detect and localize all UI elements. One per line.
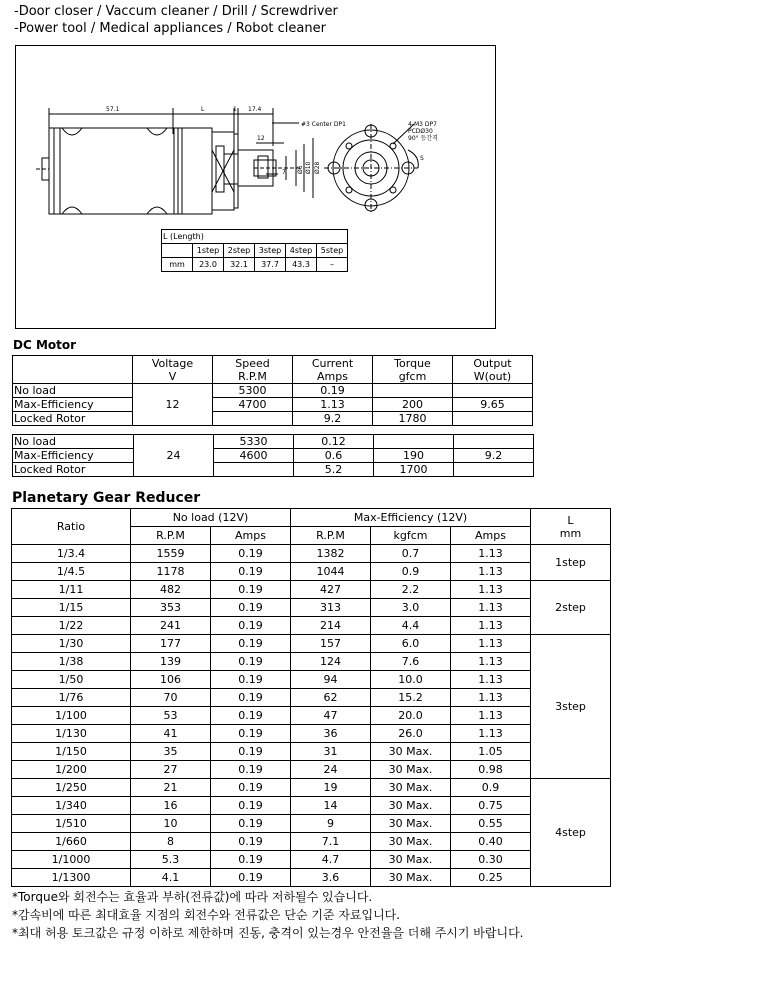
table-row [12,581,611,599]
gear-value-cell: 0.19 [211,833,291,851]
gear-value-cell: 1559 [131,545,211,563]
note-2: *감속비에 따른 최대효율 지점의 회전수와 전류값은 단순 기준 자료입니다. [12,908,401,922]
gear-value-cell: 313 [291,599,371,617]
gear-value-cell: 15.2 [371,689,451,707]
dim-174-label: 17.4 [248,106,262,113]
step-cell: 2step [531,581,611,635]
gear-value-cell: 0.19 [211,815,291,833]
gear-value-cell: 30 Max. [371,779,451,797]
gear-value-cell: 16 [131,797,211,815]
gear-subheader: kgfcm [371,527,451,545]
gear-value-cell: 157 [291,635,371,653]
gear-value-cell: 47 [291,707,371,725]
table-row [12,761,611,779]
gear-value-cell: 1.13 [451,671,531,689]
gear-value-cell: 0.19 [211,635,291,653]
gear-value-cell: 427 [291,581,371,599]
gear-value-cell: 0.7 [371,545,451,563]
dc-speed-cell: 5330 [214,435,294,449]
gear-value-cell: 177 [131,635,211,653]
ratio-cell: 1/11 [12,581,131,599]
gear-value-cell: 21 [131,779,211,797]
gear-value-cell: 8 [131,833,211,851]
dc-row-label: No load [13,384,133,398]
gear-value-cell: 30 Max. [371,833,451,851]
gear-value-cell: 1.13 [451,581,531,599]
gear-value-cell: 0.25 [451,869,531,887]
length-cell: mm [162,258,193,272]
gear-value-cell: 53 [131,707,211,725]
ratio-cell: 1/3.4 [12,545,131,563]
length-cell: 23.0 [193,258,224,272]
table-row [12,815,611,833]
dc-row-label: Max-Efficiency [13,449,134,463]
ratio-cell: 1/4.5 [12,563,131,581]
applications-line-2: -Power tool / Medical appliances / Robot cleaner [14,21,326,36]
gear-value-cell: 0.9 [371,563,451,581]
gear-value-cell: 0.75 [451,797,531,815]
gear-header-max-efficiency: Max-Efficiency (12V) [291,509,531,527]
dim-12-label: 12 [257,135,265,142]
gear-value-cell: 6.0 [371,635,451,653]
gear-value-cell: 3.0 [371,599,451,617]
dc-row-label: Locked Rotor [13,412,133,426]
gear-value-cell: 106 [131,671,211,689]
gear-value-cell: 124 [291,653,371,671]
gear-value-cell: 70 [131,689,211,707]
dc-output-cell: 9.2 [454,449,534,463]
dc-header-blank [13,356,133,384]
gear-value-cell: 9 [291,815,371,833]
gear-subheader: R.P.M [131,527,211,545]
gear-value-cell: 1.13 [451,725,531,743]
gear-value-cell: 0.55 [451,815,531,833]
gear-subheader: Amps [451,527,531,545]
gear-header-l: L mm [531,509,611,545]
gear-value-cell: 0.19 [211,671,291,689]
dim-total-label: 57.1 [106,106,120,113]
dia-6-label: Ø6 [297,165,304,174]
dc-header-speed: Speed R.P.M [213,356,293,384]
dc-speed-cell [213,412,293,426]
gear-value-cell: 19 [291,779,371,797]
technical-drawing [15,45,496,329]
gear-value-cell: 5.3 [131,851,211,869]
dc-current-cell: 5.2 [294,463,374,477]
length-header: 4step [286,244,317,258]
length-table [161,229,348,272]
dim-1-label: 1 [233,106,237,113]
gear-value-cell: 0.19 [211,761,291,779]
dc-output-cell [454,463,534,477]
dia-28-label: Ø28 [314,161,321,174]
dc-current-cell: 9.2 [293,412,373,426]
dc-voltage-cell: 24 [134,435,214,477]
length-cell: – [317,258,348,272]
gear-value-cell: 30 Max. [371,761,451,779]
gear-value-cell: 0.19 [211,689,291,707]
gear-value-cell: 26.0 [371,725,451,743]
gear-value-cell: 10.0 [371,671,451,689]
gear-header-no-load: No load (12V) [131,509,291,527]
length-cell: 37.7 [255,258,286,272]
motor-drawing-svg [16,46,495,328]
table-row [12,833,611,851]
gear-value-cell: 30 Max. [371,797,451,815]
dc-voltage-cell: 12 [133,384,213,426]
ratio-cell: 1/50 [12,671,131,689]
applications-line-1: -Door closer / Vaccum cleaner / Drill / Screwdriver [14,4,338,19]
gear-value-cell: 0.19 [211,725,291,743]
gear-subheader: R.P.M [291,527,371,545]
gear-value-cell: 0.98 [451,761,531,779]
gear-value-cell: 30 Max. [371,869,451,887]
gear-value-cell: 0.19 [211,581,291,599]
hole-note-label-2: PCDØ30 [408,128,433,135]
length-header: 3step [255,244,286,258]
dc-current-cell: 0.19 [293,384,373,398]
dc-speed-cell: 4600 [214,449,294,463]
ratio-cell: 1/150 [12,743,131,761]
dc-torque-cell: 200 [373,398,453,412]
gear-value-cell: 10 [131,815,211,833]
gear-value-cell: 0.19 [211,563,291,581]
hole-note-label-1: 4-M3 DP7 [408,121,437,128]
gear-value-cell: 1.13 [451,563,531,581]
gear-header-ratio: Ratio [12,509,131,545]
dc-output-cell [454,435,534,449]
gear-value-cell: 0.19 [211,599,291,617]
dim-7-label: 7 [282,169,286,176]
gear-value-cell: 4.4 [371,617,451,635]
dc-current-cell: 0.12 [294,435,374,449]
length-header [162,244,193,258]
gear-value-cell: 7.6 [371,653,451,671]
gear-value-cell: 0.19 [211,797,291,815]
gear-value-cell: 0.19 [211,869,291,887]
ratio-cell: 1/22 [12,617,131,635]
length-header: 5step [317,244,348,258]
dc-output-cell [453,412,533,426]
gear-value-cell: 41 [131,725,211,743]
gear-value-cell: 4.1 [131,869,211,887]
gear-value-cell: 1044 [291,563,371,581]
gear-value-cell: 94 [291,671,371,689]
dc-header-output: Output W(out) [453,356,533,384]
step-cell: 1step [531,545,611,581]
ratio-cell: 1/15 [12,599,131,617]
table-row [12,671,611,689]
gear-value-cell: 2.2 [371,581,451,599]
gear-value-cell: 1.13 [451,707,531,725]
gear-value-cell: 1178 [131,563,211,581]
table-row [12,869,611,887]
length-header: 1step [193,244,224,258]
gear-value-cell: 0.19 [211,617,291,635]
dc-header-current: Current Amps [293,356,373,384]
dc-speed-cell: 4700 [213,398,293,412]
gear-value-cell: 24 [291,761,371,779]
note-1: *Torque와 회전수는 효율과 부하(전류값)에 따라 저하될수 있습니다. [12,890,373,904]
ratio-cell: 1/30 [12,635,131,653]
table-row [12,545,611,563]
dc-header-voltage: Voltage V [133,356,213,384]
ratio-cell: 1/510 [12,815,131,833]
dc-row-label: Max-Efficiency [13,398,133,412]
gear-value-cell: 14 [291,797,371,815]
center-note-label: #3 Center DP1 [301,121,346,128]
ratio-cell: 1/660 [12,833,131,851]
dc-current-cell: 0.6 [294,449,374,463]
ratio-cell: 1/1300 [12,869,131,887]
table-row [12,851,611,869]
gear-reducer-title: Planetary Gear Reducer [12,490,201,506]
gear-reducer-table [11,508,611,887]
dc-speed-cell [214,463,294,477]
dc-output-cell [453,384,533,398]
dc-row-label: No load [13,435,134,449]
gear-value-cell: 36 [291,725,371,743]
ratio-cell: 1/130 [12,725,131,743]
gear-value-cell: 0.40 [451,833,531,851]
gear-value-cell: 0.30 [451,851,531,869]
ratio-cell: 1/200 [12,761,131,779]
table-row [12,797,611,815]
ratio-cell: 1/38 [12,653,131,671]
gear-value-cell: 27 [131,761,211,779]
gear-value-cell: 31 [291,743,371,761]
ratio-cell: 1/100 [12,707,131,725]
dc-output-cell: 9.65 [453,398,533,412]
gear-value-cell: 20.0 [371,707,451,725]
ratio-cell: 1/250 [12,779,131,797]
note-3: *최대 허용 토크값은 규정 이하로 제한하며 진동, 충격이 있는경우 안전율을 더해 주시기 바랍니다. [12,926,524,940]
gear-value-cell: 0.19 [211,545,291,563]
dc-current-cell: 1.13 [293,398,373,412]
dim-l-label: L [201,106,205,113]
step-cell: 4step [531,779,611,887]
dc-torque-cell: 190 [374,449,454,463]
length-cell: 32.1 [224,258,255,272]
gear-value-cell: 353 [131,599,211,617]
gear-value-cell: 1.13 [451,617,531,635]
dc-motor-header-table [12,355,533,426]
dc-torque-cell [374,435,454,449]
length-header: 2step [224,244,255,258]
gear-value-cell: 0.19 [211,707,291,725]
dc-speed-cell: 5300 [213,384,293,398]
dc-motor-title: DC Motor [13,338,77,352]
table-row [12,743,611,761]
dc-motor-24v-table [12,434,534,477]
table-row [12,725,611,743]
table-row [12,599,611,617]
gear-value-cell: 0.19 [211,653,291,671]
gear-subheader: Amps [211,527,291,545]
step-cell: 3step [531,635,611,779]
table-row [12,689,611,707]
gear-value-cell: 7.1 [291,833,371,851]
gear-value-cell: 30 Max. [371,815,451,833]
gear-value-cell: 1.13 [451,545,531,563]
gear-value-cell: 0.19 [211,779,291,797]
length-table-title: L (Length) [162,230,348,244]
gear-value-cell: 1.13 [451,689,531,707]
dc-torque-cell: 1780 [373,412,453,426]
gear-value-cell: 30 Max. [371,851,451,869]
gear-value-cell: 1.13 [451,653,531,671]
gear-value-cell: 30 Max. [371,743,451,761]
gear-value-cell: 214 [291,617,371,635]
gear-value-cell: 35 [131,743,211,761]
gear-value-cell: 62 [291,689,371,707]
gear-value-cell: 1.05 [451,743,531,761]
gear-value-cell: 0.19 [211,851,291,869]
gear-value-cell: 241 [131,617,211,635]
hole-note-label-3: 90° 등간격 [408,135,438,142]
gear-value-cell: 0.9 [451,779,531,797]
table-row [12,635,611,653]
table-row [12,563,611,581]
ratio-cell: 1/1000 [12,851,131,869]
gear-table-body [12,545,611,887]
gear-value-cell: 1382 [291,545,371,563]
table-row [12,653,611,671]
gear-value-cell: 0.19 [211,743,291,761]
gear-value-cell: 482 [131,581,211,599]
dc-header-torque: Torque gfcm [373,356,453,384]
dia-s1-label: S [420,155,424,162]
dc-row-label: Locked Rotor [13,463,134,477]
ratio-cell: 1/76 [12,689,131,707]
gear-value-cell: 139 [131,653,211,671]
ratio-cell: 1/340 [12,797,131,815]
dc-torque-cell: 1700 [374,463,454,477]
table-row [12,779,611,797]
table-row [12,617,611,635]
length-cell: 43.3 [286,258,317,272]
table-row [12,707,611,725]
gear-value-cell: 4.7 [291,851,371,869]
gear-value-cell: 1.13 [451,635,531,653]
gear-value-cell: 3.6 [291,869,371,887]
dc-torque-cell [373,384,453,398]
gear-value-cell: 1.13 [451,599,531,617]
dia-10-label: Ø10 [305,161,312,174]
